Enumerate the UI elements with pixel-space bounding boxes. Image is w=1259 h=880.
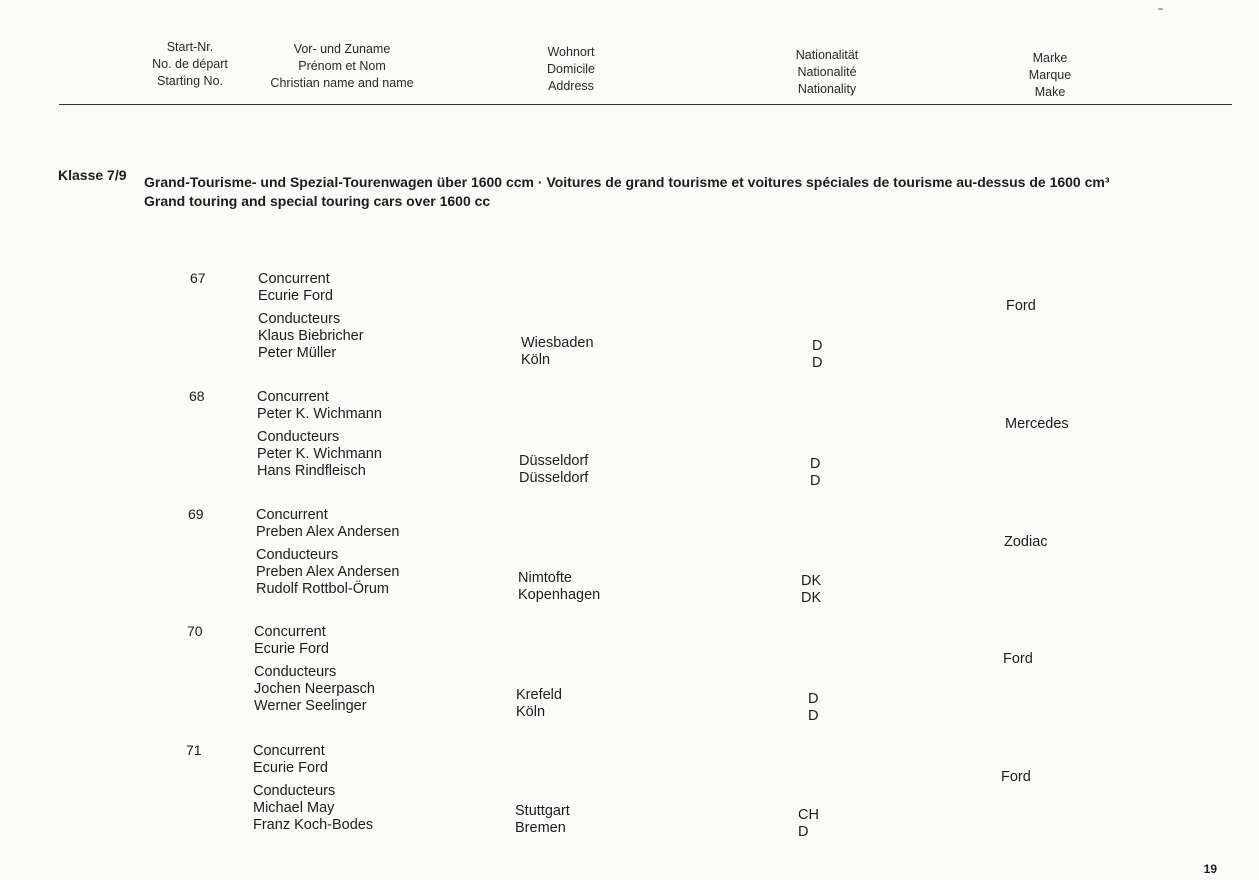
entry-71 xyxy=(0,742,1259,862)
start-number: 67 xyxy=(190,270,206,286)
entry-67 xyxy=(0,270,1259,390)
city: Bremen xyxy=(515,820,566,836)
header-text: Start-Nr. xyxy=(166,40,214,54)
make: Mercedes xyxy=(1005,416,1069,432)
header-text: Vor- und Zuname xyxy=(293,42,391,56)
nation: D xyxy=(810,456,821,472)
names-block xyxy=(254,624,375,715)
header-text: Starting No. xyxy=(156,74,223,88)
concurrent-name: Ecurie Ford xyxy=(253,760,328,776)
entry-69 xyxy=(0,506,1259,626)
make: Zodiac xyxy=(1004,534,1048,550)
make: Ford xyxy=(1001,769,1031,785)
start-number: 68 xyxy=(189,388,205,404)
concurrent-name: Preben Alex Andersen xyxy=(256,524,400,540)
nations-block xyxy=(812,338,822,372)
city: Nimtofte xyxy=(518,570,572,586)
city: Düsseldorf xyxy=(519,470,589,486)
header-address xyxy=(511,44,631,95)
nation: D xyxy=(808,691,819,707)
class-line-1: Grand-Tourisme- und Spezial-Tourenwagen über 1600 ccm · Voitures de grand tourisme et voitures spéciales de tourisme au-dessus de 1600 cm³ xyxy=(144,174,1110,190)
concurrent-label: Concurrent xyxy=(257,389,329,405)
entry-70 xyxy=(0,623,1259,743)
driver-name: Franz Koch-Bodes xyxy=(253,817,374,833)
city: Wiesbaden xyxy=(521,335,594,351)
city: Köln xyxy=(516,704,546,720)
nations-block xyxy=(810,456,820,490)
header-text: Nationalité xyxy=(797,65,857,79)
driver-name: Hans Rindfleisch xyxy=(257,463,366,479)
header-text: Wohnort xyxy=(547,45,595,59)
concurrent-name: Peter K. Wichmann xyxy=(257,406,382,422)
header-text: Christian name and name xyxy=(270,76,414,90)
driver-name: Klaus Biebricher xyxy=(258,328,364,344)
nation: DK xyxy=(801,590,822,606)
class-line-2: Grand touring and special touring cars over 1600 cc xyxy=(144,193,491,209)
concurrent-label: Concurrent xyxy=(256,507,328,523)
names-block xyxy=(257,389,382,480)
header-nationality xyxy=(767,47,887,98)
driver-name: Rudolf Rottbol-Örum xyxy=(256,581,389,597)
concurrent-label: Concurrent xyxy=(258,271,330,287)
names-block xyxy=(256,507,400,598)
concurrent-label: Concurrent xyxy=(254,624,326,640)
header-divider xyxy=(59,104,1232,105)
city: Stuttgart xyxy=(515,803,570,819)
header-text: Make xyxy=(1034,85,1066,99)
start-number: 71 xyxy=(186,742,202,758)
start-number: 69 xyxy=(188,506,204,522)
header-text: Marque xyxy=(1028,68,1072,82)
nations-block xyxy=(801,573,821,607)
nation: CH xyxy=(798,807,819,823)
make: Ford xyxy=(1003,651,1033,667)
header-text: No. de départ xyxy=(152,57,228,71)
header-text: Domicile xyxy=(547,62,595,76)
nations-block xyxy=(808,691,818,725)
drivers-label: Conducteurs xyxy=(253,783,336,799)
nation: D xyxy=(810,473,821,489)
names-block xyxy=(253,743,373,834)
city: Düsseldorf xyxy=(519,453,589,469)
make: Ford xyxy=(1006,298,1036,314)
names-block xyxy=(258,271,364,362)
cities-block xyxy=(518,570,600,604)
nations-block xyxy=(798,807,819,841)
concurrent-name: Ecurie Ford xyxy=(254,641,329,657)
nation: D xyxy=(812,338,823,354)
city: Krefeld xyxy=(516,687,562,703)
driver-name: Peter Müller xyxy=(258,345,337,361)
drivers-label: Conducteurs xyxy=(254,664,337,680)
header-text: Marke xyxy=(1032,51,1068,65)
concurrent-label: Concurrent xyxy=(253,743,325,759)
cities-block xyxy=(516,687,562,721)
nation: D xyxy=(798,824,809,840)
driver-name: Preben Alex Andersen xyxy=(256,564,400,580)
cities-block xyxy=(519,453,588,487)
entry-68 xyxy=(0,388,1259,508)
city: Kopenhagen xyxy=(518,587,601,603)
class-description xyxy=(144,173,1110,211)
nation: D xyxy=(808,708,819,724)
driver-name: Jochen Neerpasch xyxy=(254,681,375,697)
page-number: 19 xyxy=(1203,862,1217,876)
header-text: Nationalität xyxy=(795,48,859,62)
scan-speck xyxy=(1158,8,1163,10)
concurrent-name: Ecurie Ford xyxy=(258,288,333,304)
drivers-label: Conducteurs xyxy=(257,429,340,445)
cities-block xyxy=(515,803,570,837)
city: Köln xyxy=(521,352,551,368)
drivers-label: Conducteurs xyxy=(258,311,341,327)
cities-block xyxy=(521,335,594,369)
nation: D xyxy=(812,355,823,371)
header-make xyxy=(990,50,1110,101)
drivers-label: Conducteurs xyxy=(256,547,339,563)
driver-name: Werner Seelinger xyxy=(254,698,367,714)
header-text: Nationality xyxy=(797,82,857,96)
driver-name: Peter K. Wichmann xyxy=(257,446,382,462)
class-label: Klasse 7/9 xyxy=(58,167,127,183)
nation: DK xyxy=(801,573,822,589)
header-text: Address xyxy=(548,79,594,93)
header-start-no xyxy=(130,39,250,90)
driver-name: Michael May xyxy=(253,800,335,816)
header-text: Prénom et Nom xyxy=(298,59,386,73)
start-number: 70 xyxy=(187,623,203,639)
header-name xyxy=(242,41,442,92)
